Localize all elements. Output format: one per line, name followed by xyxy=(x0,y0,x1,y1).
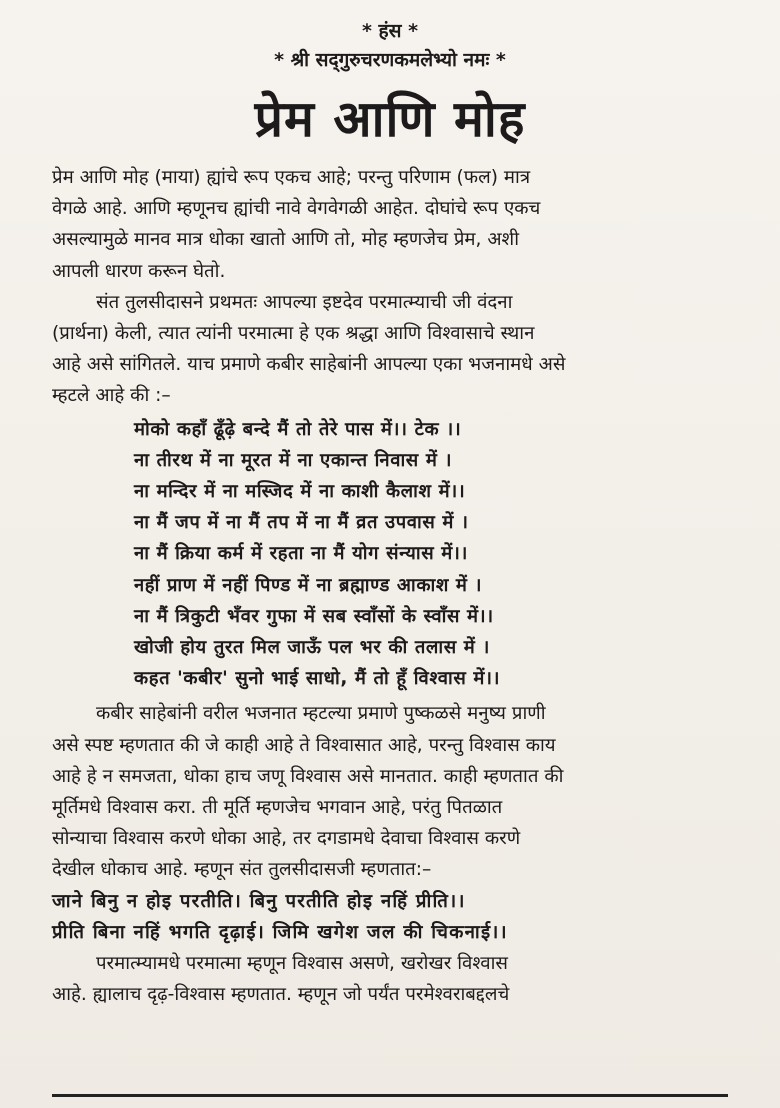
invocation-line: * श्री सद्‌गुरुचरणकमलेभ्यो नमः * xyxy=(274,49,506,71)
verse-line: ना मन्दिर में ना मस्जिद में ना काशी कैलाश में।। xyxy=(134,481,466,503)
text-line: आहे. ह्यालाच दृढ़-विश्वास म्हणतात. म्हणून जो पर्यंत परमेश्वराबद्दलचे xyxy=(52,984,510,1006)
text-line: आहे हे न समजता, धोका हाच जणू विश्वास असे मानतात. काही म्हणतात की xyxy=(52,765,564,787)
text-line: असे स्पष्ट म्हणतात की जे काही आहे ते विश्वासात आहे, परन्तु विश्वास काय xyxy=(52,734,556,756)
text-line: असल्यामुळे मानव मात्र धोका खातो आणि तो, मोह म्हणजेच प्रेम, अशी xyxy=(52,229,520,251)
paragraph-1 xyxy=(52,162,728,287)
text-line: आपली धारण करून घेतो. xyxy=(52,260,226,282)
verse-line: ना मैं जप में ना मैं तप में ना मैं व्रत उपवास में । xyxy=(134,512,469,534)
bottom-rule xyxy=(52,1094,728,1097)
paragraph-2 xyxy=(52,287,728,412)
text-line: प्रेम आणि मोह (माया) ह्यांचे रूप एकच आहे; परन्तु परिणाम (फल) मात्र xyxy=(52,167,531,188)
verse-line: ना तीरथ में ना मूरत में ना एकान्त निवास में । xyxy=(134,449,453,471)
paragraph-4 xyxy=(52,948,728,1010)
text-line: मूर्तिमधे विश्वास करा. ती मूर्ति म्हणजेच भगवान आहे, परंतु पितळात xyxy=(52,797,503,819)
page-title: प्रेम आणि मोह xyxy=(254,90,526,148)
text-line: आहे असे सांगितले. याच प्रमाणे कबीर साहेबांनी आपल्या एका भजनामधे असे xyxy=(52,354,566,376)
verse-line: नहीं प्राण में नहीं पिण्ड में ना ब्रह्माण्ड आकाश में । xyxy=(134,574,483,596)
verse-line: ना मैं त्रिकुटी भँवर गुफा में सब स्वाँसों के स्वाँस में।। xyxy=(134,605,494,627)
verse-line: ना मैं क्रिया कर्म में रहता ना मैं योग संन्यास में।। xyxy=(134,543,468,565)
verse-line: कहत 'कबीर' सुनो भाई साधो, मैं तो हूँ विश्वास में।। xyxy=(134,668,501,690)
text-line: परमात्म्यामधे परमात्मा म्हणून विश्वास असणे, खरोखर विश्वास xyxy=(96,953,509,975)
hans-heading: * हंस * xyxy=(361,20,419,42)
verse-line: मोको कहाँ ढूँढ़े बन्दे मैं तो तेरे पास में।। टेक ।। xyxy=(134,418,462,440)
verse-line: खोजी होय तुरत मिल जाऊँ पल भर की तलास में । xyxy=(134,637,490,659)
text-line: (प्रार्थना) केली, त्यात त्यांनी परमात्मा हे एक श्रद्धा आणि विश्वासाचे स्थान xyxy=(52,323,535,345)
doha-line: जाने बिनु न होइ परतीति। बिनु परतीति होइ नहिं प्रीति।। xyxy=(52,890,466,912)
text-line: वेगळे आहे. आणि म्हणूनच ह्यांची नावे वेगवेगळी आहेत. दोघांचे रूप एकच xyxy=(52,198,541,220)
text-line: देखील धोकाच आहे. म्हणून संत तुलसीदासजी म्हणतात:– xyxy=(52,859,432,881)
text-line: सोन्याचा विश्वास करणे धोका आहे, तर दगडामधे देवाचा विश्वास करणे xyxy=(52,828,521,850)
doha-line: प्रीति बिना नहिं भगति दृढ़ाई। जिमि खगेश जल की चिकनाई।। xyxy=(52,921,508,943)
text-line: संत तुलसीदासने प्रथमतः आपल्या इष्टदेव परमात्म्याची जी वंदना xyxy=(96,291,513,313)
text-line: कबीर साहेबांनी वरील भजनात म्हटल्या प्रमाणे पुष्कळसे मनुष्य प्राणी xyxy=(96,703,546,725)
kabir-bhajan-verse xyxy=(52,414,728,695)
tulsidas-doha xyxy=(52,886,728,948)
text-line: म्हटले आहे की :– xyxy=(52,385,171,407)
paragraph-3 xyxy=(52,698,728,885)
